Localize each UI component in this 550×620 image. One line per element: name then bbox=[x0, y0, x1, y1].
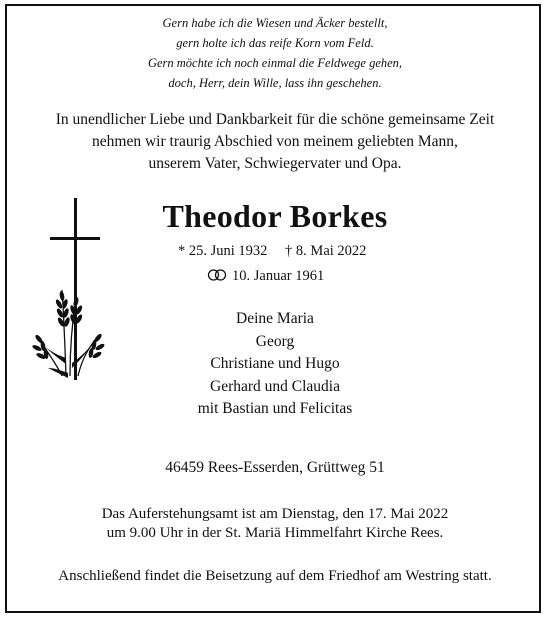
intro-text bbox=[0, 109, 550, 175]
family-member: Christiane und Hugo bbox=[210, 355, 340, 372]
poem-line: Gern möchte ich noch einmal die Feldwege gehen, bbox=[147, 56, 403, 70]
poem-line: doch, Herr, dein Wille, lass ihn geschehen. bbox=[168, 76, 382, 90]
service-info bbox=[0, 505, 550, 543]
family-list bbox=[0, 308, 550, 421]
wedding-date-row bbox=[206, 268, 324, 285]
family-member: Deine Maria bbox=[236, 310, 314, 327]
life-dates bbox=[178, 243, 366, 260]
address: 46459 Rees-Esserden, Grüttweg 51 bbox=[165, 459, 385, 476]
death-date: † 8. Mai 2022 bbox=[285, 243, 367, 259]
family-member: Gerhard und Claudia bbox=[210, 377, 340, 395]
wedding-rings-icon bbox=[206, 268, 228, 282]
poem-line: Gern habe ich die Wiesen und Äcker bestellt, bbox=[162, 16, 388, 30]
deceased-name: Theodor Borkes bbox=[162, 198, 388, 234]
intro-line: unserem Vater, Schwiegervater und Opa. bbox=[148, 155, 402, 172]
family-member: mit Bastian und Felicitas bbox=[197, 400, 353, 417]
burial-info: Anschließend findet die Beisetzung auf dem Friedhof am Westring statt. bbox=[58, 568, 492, 584]
intro-line: In unendlicher Liebe und Dankbarkeit für die schöne gemeinsame Zeit bbox=[55, 111, 495, 128]
poem bbox=[0, 13, 550, 93]
intro-line: nehmen wir traurig Abschied von meinem geliebten Mann, bbox=[92, 133, 458, 150]
birth-date: * 25. Juni 1932 bbox=[178, 243, 268, 259]
wedding-date: 10. Januar 1961 bbox=[232, 268, 325, 284]
family-member: Georg bbox=[255, 332, 295, 350]
poem-line: gern holte ich das reife Korn vom Feld. bbox=[176, 36, 374, 50]
service-line: Das Auferstehungsamt ist am Dienstag, den 17. Mai 2022 bbox=[101, 506, 449, 522]
service-line: um 9.00 Uhr in der St. Mariä Himmelfahrt Kirche Rees. bbox=[106, 525, 444, 541]
